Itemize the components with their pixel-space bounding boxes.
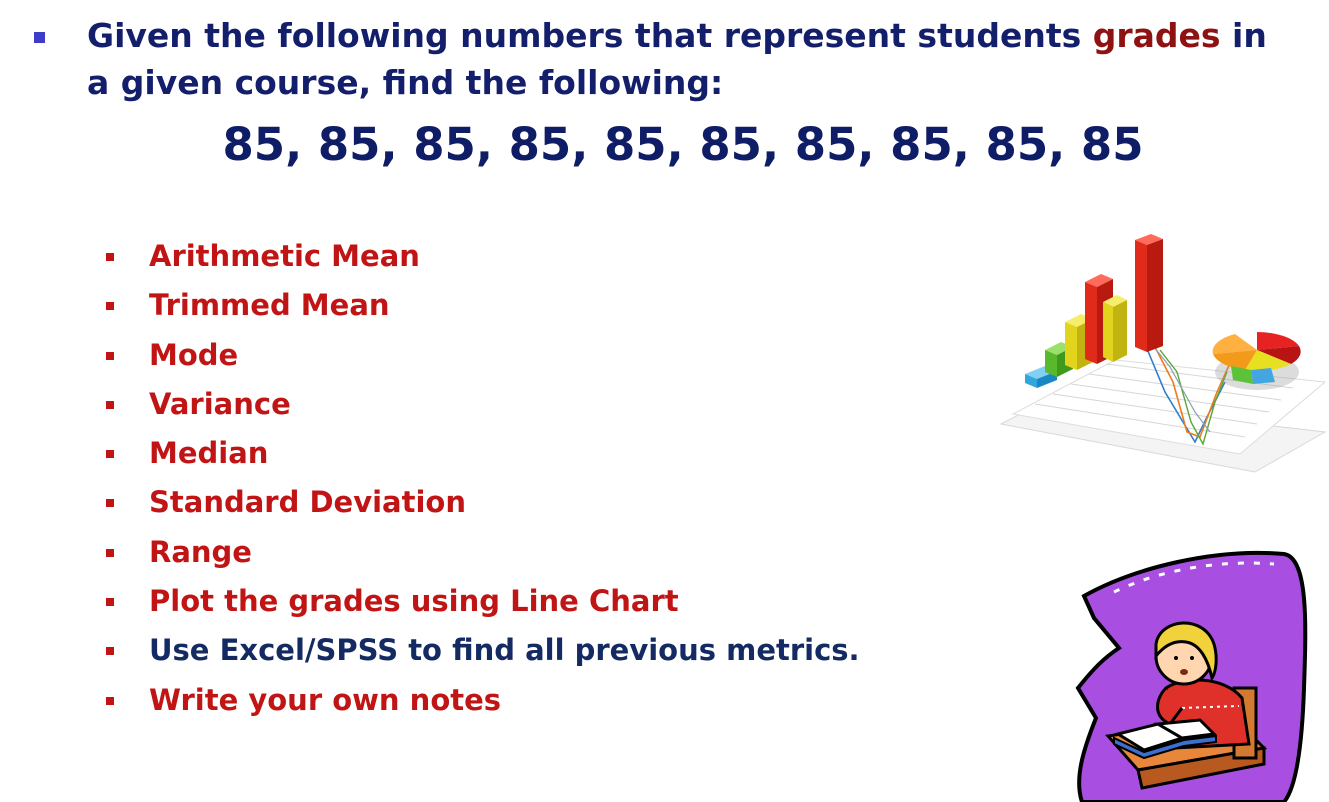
bullet-icon xyxy=(106,499,114,507)
bullet-icon xyxy=(106,253,114,261)
intro-text xyxy=(87,12,1297,106)
task-list xyxy=(106,234,860,727)
bullet-icon xyxy=(106,401,114,409)
intro-text-end: in a given course, find the following: xyxy=(87,16,1267,102)
task-item-arithmetic-mean xyxy=(106,234,860,283)
task-item-mode xyxy=(106,333,860,382)
task-label: Median xyxy=(149,436,269,471)
chart-illustration-icon xyxy=(995,232,1329,484)
task-label: Variance xyxy=(149,386,291,421)
bullet-icon xyxy=(106,352,114,360)
intro-highlight-grades: grades xyxy=(1092,16,1221,55)
task-label: Arithmetic Mean xyxy=(149,239,420,273)
task-label: Mode xyxy=(149,337,239,372)
task-label: Write your own notes xyxy=(149,682,502,717)
task-item-range xyxy=(106,530,860,579)
task-label: Plot the grades using Line Chart xyxy=(149,584,679,619)
grades-numbers: 85, 85, 85, 85, 85, 85, 85, 85, 85, 85 xyxy=(222,118,1144,171)
task-item-trimmed-mean xyxy=(106,283,860,332)
bullet-icon xyxy=(106,450,114,458)
bullet-icon xyxy=(106,598,114,606)
task-item-own-notes xyxy=(106,678,860,727)
task-item-standard-deviation xyxy=(106,480,860,529)
task-item-variance xyxy=(106,382,860,431)
task-item-median xyxy=(106,431,860,480)
intro-bullet-icon xyxy=(34,32,45,43)
bullet-icon xyxy=(106,549,114,557)
bullet-icon xyxy=(106,697,114,705)
task-item-excel-spss xyxy=(106,628,860,677)
girl-studying-clipart-icon xyxy=(1074,548,1329,802)
task-label: Trimmed Mean xyxy=(149,288,390,323)
bullet-icon xyxy=(106,647,114,655)
task-label: Standard Deviation xyxy=(149,485,466,520)
task-item-line-chart xyxy=(106,579,860,628)
task-label: Range xyxy=(149,534,252,569)
intro-text-start: Given the following numbers that represent students xyxy=(87,16,1093,55)
bullet-icon xyxy=(106,302,114,310)
task-label: Use Excel/SPSS to find all previous metrics. xyxy=(149,633,860,668)
